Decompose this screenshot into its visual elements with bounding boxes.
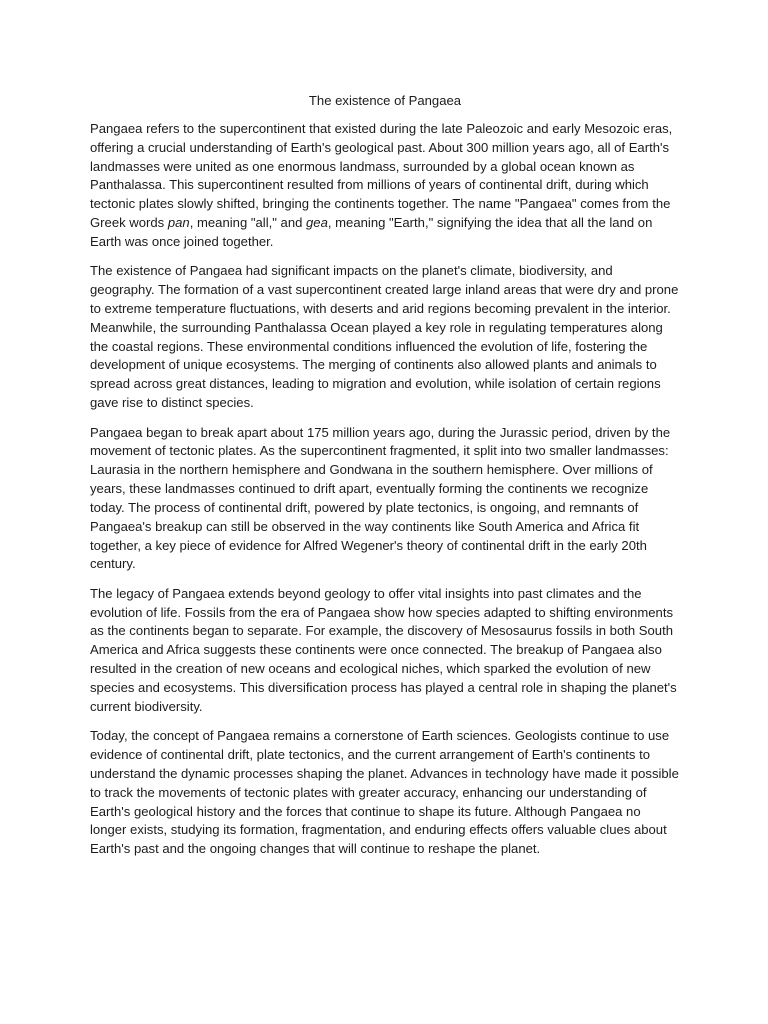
italic-word-gea: gea [306, 215, 328, 231]
paragraph-1-text-a: Pangaea refers to the supercontinent that existed during the late Paleozoic and early Mesozoic eras, offering a crucial understanding of Earth's geological past. About 300 million years ago, all of Earth's landmasses were united as one enormous landmass, surrounded by a global ocean known as Panthalassa. This supercontinent resulted from millions of years of continental drift, during which tectonic plates slowly shifted, bringing the continents together. The name "Pangaea" comes from the Greek words [90, 120, 673, 231]
paragraph-2: The existence of Pangaea had significant impacts on the planet's climate, biodiversity, and geography. The formation of a vast supercontinent created large inland areas that were dry and prone to extreme temperature fluctuations, with deserts and arid regions becoming prevalent in the interior. Meanwhile, the surrounding Panthalassa Ocean played a key role in regulating temperatures along the coastal regions. These environmental conditions influenced the evolution of life, fostering the development of unique ecosystems. The merging of continents also allowed plants and animals to spread across great distances, leading to migration and evolution, while isolation of certain regions gave rise to distinct species. [90, 263, 679, 411]
paragraph-4: The legacy of Pangaea extends beyond geology to offer vital insights into past climates and the evolution of life. Fossils from the era of Pangaea show how species adapted to shifting environments as the continents began to separate. For example, the discovery of Mesosaurus fossils in both South America and Africa suggests these continents were once connected. The breakup of Pangaea also resulted in the creation of new oceans and ecological niches, which sparked the evolution of new species and ecosystems. This diversification process has played a central role in shaping the planet's current biodiversity. [90, 585, 677, 714]
italic-word-pan: pan [167, 215, 190, 231]
paragraph-1-text-b: , meaning "all," and [189, 215, 307, 231]
document-title: The existence of Pangaea [308, 93, 462, 108]
paragraph-1-text-c: , meaning "Earth," signifying the idea that all the land on Earth was once joined together. [90, 215, 653, 249]
document-page [90, 92, 680, 870]
paragraph-5: Today, the concept of Pangaea remains a cornerstone of Earth sciences. Geologists continue to use evidence of continental drift, plate tectonics, and the current arrangement of Earth's continents to understand the dynamic processes shaping the planet. Advances in technology have made it possible to track the movements of tectonic plates with greater accuracy, enhancing our understanding of Earth's geological history and the forces that continue to shape its future. Although Pangaea no longer exists, studying its formation, fragmentation, and enduring effects offers valuable clues about Earth's past and the ongoing changes that will continue to reshape the planet. [90, 728, 679, 857]
paragraph-3: Pangaea began to break apart about 175 million years ago, during the Jurassic period, driven by the movement of tectonic plates. As the supercontinent fragmented, it split into two smaller landmasses: Laurasia in the northern hemisphere and Gondwana in the southern hemisphere. Over millions of years, these landmasses continued to drift apart, eventually forming the continents we recognize today. The process of continental drift, powered by plate tectonics, is ongoing, and remnants of Pangaea's breakup can still be observed in the way continents like South America and Africa fit together, a key piece of evidence for Alfred Wegener's theory of continental drift in the early 20th century. [90, 424, 671, 572]
paragraph-1 [90, 120, 680, 252]
